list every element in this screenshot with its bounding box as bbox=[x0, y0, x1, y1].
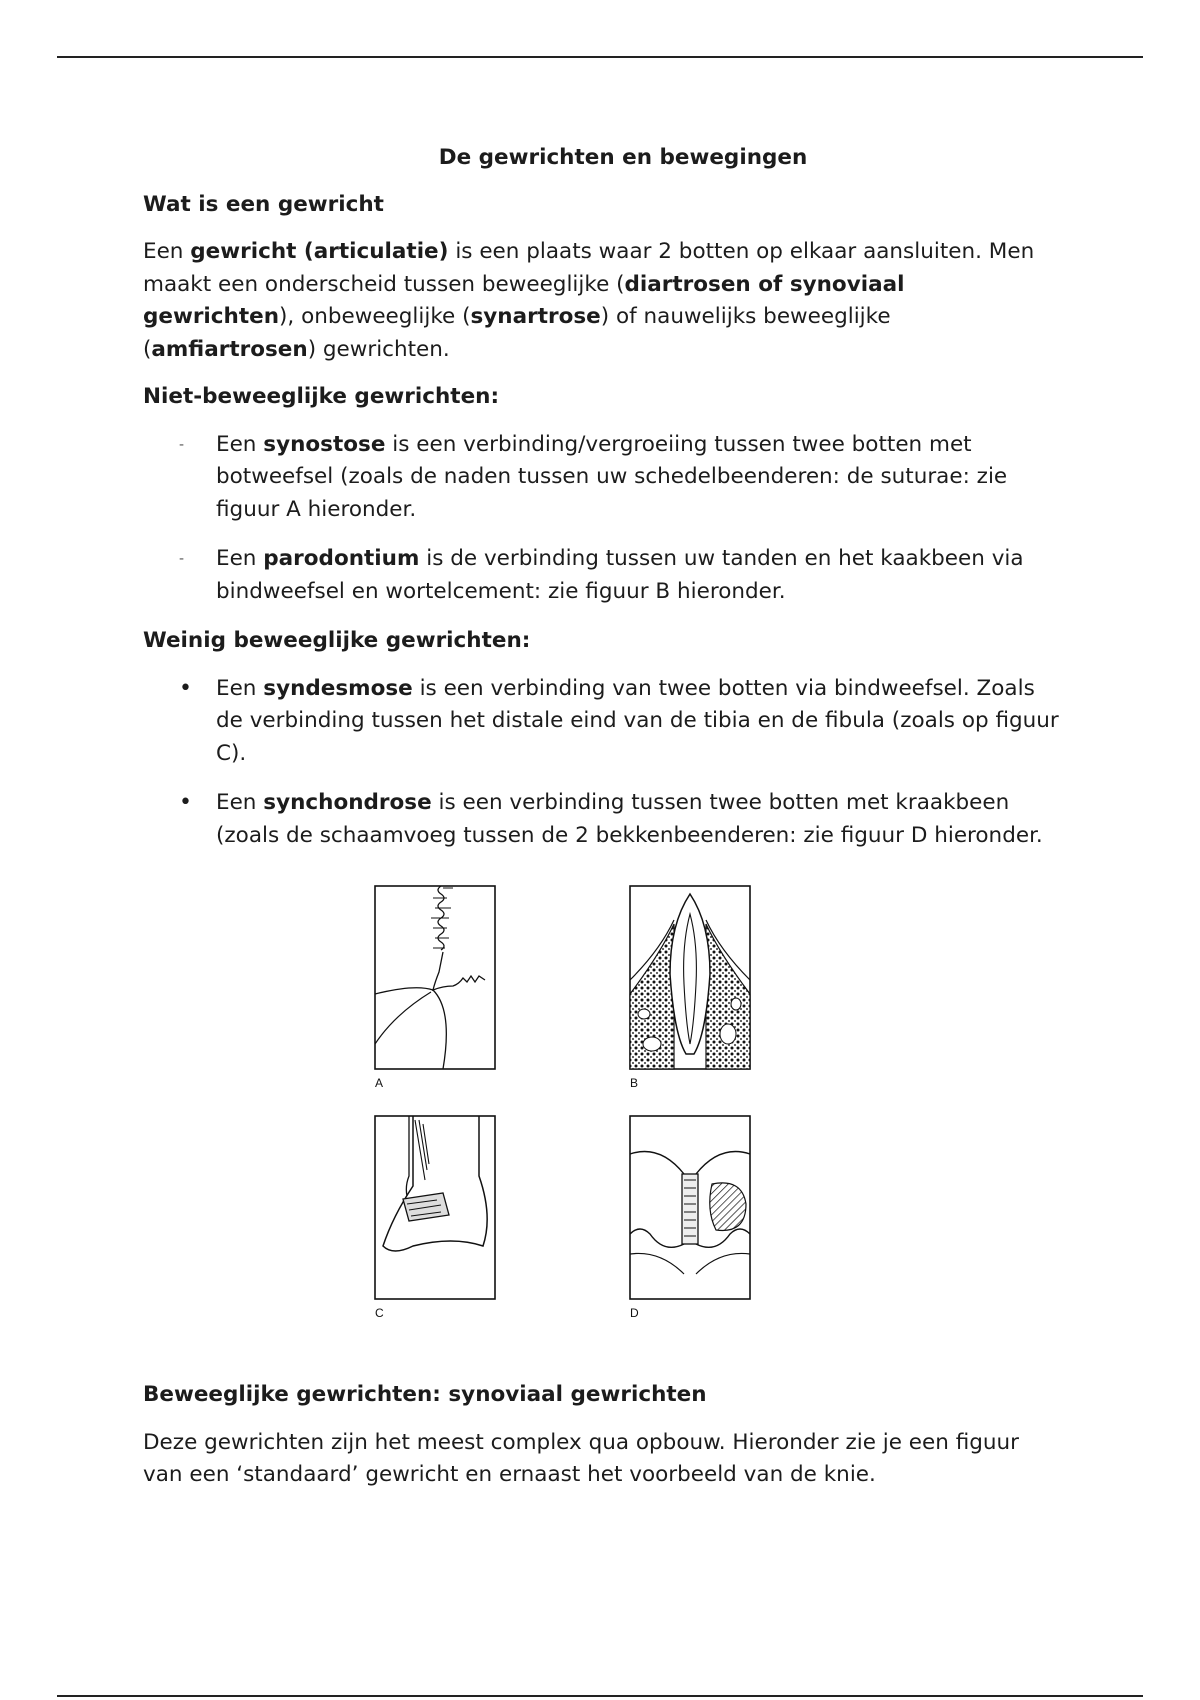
term-synostose: synostose bbox=[263, 431, 386, 457]
figure-a-drawing bbox=[373, 884, 497, 1074]
header-rule bbox=[57, 56, 1143, 58]
term-amfiartrosen: amfiartrosen bbox=[151, 336, 308, 362]
dash-marker: - bbox=[179, 436, 185, 453]
text-span: ), onbeweeglijke ( bbox=[279, 304, 471, 329]
term-syndesmose: syndesmose bbox=[263, 675, 413, 701]
figure-c-syndesmose bbox=[373, 1114, 497, 1320]
list-item bbox=[143, 673, 1063, 771]
joint-figures bbox=[143, 869, 1063, 1359]
text-span: Een bbox=[216, 431, 264, 457]
text-span: is een verbinding van twee botten via bindweefsel. Zoals de verbinding tussen het distale eind van de tibia en de fibula (zoals op figuur C). bbox=[216, 675, 1059, 766]
text-span: Een bbox=[216, 675, 264, 701]
footer-rule bbox=[57, 1695, 1143, 1697]
list-item bbox=[143, 543, 1063, 608]
figure-b-label: B bbox=[630, 1076, 639, 1090]
text-span: Een bbox=[216, 790, 264, 815]
text-span: ) gewrichten. bbox=[307, 336, 450, 362]
heading-niet-beweeglijk: Niet-beweeglijke gewrichten: bbox=[143, 384, 500, 409]
text-span: is een plaats waar 2 botten op elkaar aansluiten. Men maakt een onderscheid tussen beweeglijke ( bbox=[143, 239, 1035, 297]
term-gewricht: gewricht (articulatie) bbox=[190, 239, 449, 264]
list-item bbox=[143, 787, 1063, 852]
document-body bbox=[143, 142, 1063, 1507]
figure-c-drawing bbox=[373, 1114, 497, 1304]
list-weinig-beweeglijk bbox=[143, 673, 1063, 853]
term-diartrosen: diartrosen of synoviaal gewrichten bbox=[143, 271, 905, 329]
heading-wat-is-een-gewricht: Wat is een gewricht bbox=[143, 191, 384, 217]
figure-d-drawing bbox=[628, 1114, 752, 1304]
text-span: ) of nauwelijks beweeglijke ( bbox=[143, 304, 891, 362]
text-span: Een bbox=[216, 546, 264, 571]
figure-a-label: A bbox=[375, 1076, 384, 1090]
figure-d-label: D bbox=[630, 1306, 639, 1320]
bullet-marker: • bbox=[179, 675, 192, 701]
heading-synoviaal: Beweeglijke gewrichten: synoviaal gewrichten bbox=[143, 1382, 707, 1407]
paragraph-definition bbox=[143, 236, 1063, 366]
term-synartrose: synartrose bbox=[470, 304, 601, 329]
term-synchondrose: synchondrose bbox=[263, 790, 432, 815]
paragraph-synoviaal: Deze gewrichten zijn het meest complex qua opbouw. Hieronder zie je een figuur van een ‘standaard’ gewricht en ernaast het voorbeeld van de knie. bbox=[143, 1429, 1019, 1487]
text-span: is een verbinding tussen twee botten met kraakbeen (zoals de schaamvoeg tussen de 2 bekkenbeenderen: zie figuur D hieronder. bbox=[216, 790, 1043, 848]
figure-c-label: C bbox=[375, 1306, 384, 1320]
figure-a-sutures bbox=[373, 884, 497, 1090]
dash-marker: - bbox=[179, 551, 185, 567]
figure-d-synchondrose bbox=[628, 1114, 752, 1320]
list-item bbox=[143, 429, 1063, 527]
bullet-marker: • bbox=[179, 790, 192, 815]
page-title: De gewrichten en bewegingen bbox=[438, 145, 808, 170]
text-span: is een verbinding/vergroeiing tussen twee botten met botweefsel (zoals de naden tussen uw schedelbeenderen: de suturae: zie figuur A hieronder. bbox=[216, 431, 1008, 522]
term-parodontium: parodontium bbox=[263, 546, 420, 571]
heading-weinig-beweeglijk: Weinig beweeglijke gewrichten: bbox=[143, 628, 531, 653]
figure-b-drawing bbox=[628, 884, 752, 1074]
text-span: Een bbox=[143, 239, 191, 264]
figure-b-parodontium bbox=[628, 884, 752, 1090]
text-span: is de verbinding tussen uw tanden en het kaakbeen via bindweefsel en wortelcement: zie figuur B hieronder. bbox=[216, 546, 1024, 604]
list-niet-beweeglijk bbox=[143, 429, 1063, 609]
